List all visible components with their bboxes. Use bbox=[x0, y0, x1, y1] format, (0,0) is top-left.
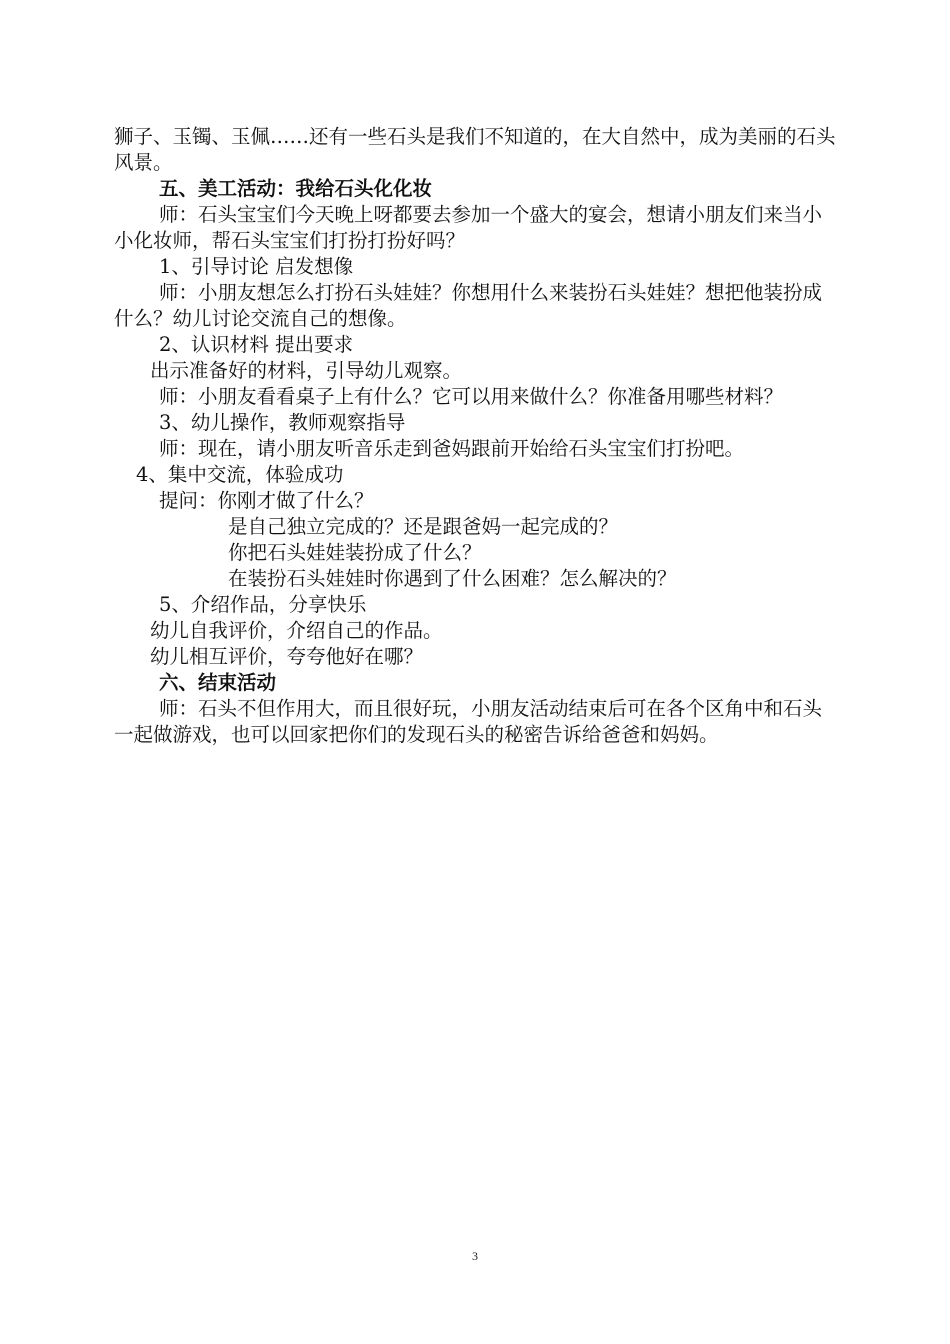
page-number: 3 bbox=[472, 1249, 478, 1263]
paragraph-closing-remarks: 师：石头不但作用大，而且很好玩，小朋友活动结束后可在各个区角中和石头一起做游戏，也可以回家把你们的发现石头的秘密告诉给爸爸和妈妈。 bbox=[114, 697, 823, 746]
paragraph-show-materials: 出示准备好的材料，引导幼儿观察。 bbox=[150, 359, 463, 382]
step-heading-1: 1、引导讨论 启发想像 bbox=[159, 255, 354, 278]
paragraph-self-evaluation: 幼儿自我评价，介绍自己的作品。 bbox=[150, 619, 443, 642]
step-heading-3: 3、幼儿操作，教师观察指导 bbox=[159, 411, 406, 434]
question-item-2: 你把石头娃娃装扮成了什么？ bbox=[228, 541, 482, 564]
paragraph-continuation: 狮子、玉镯、玉佩……还有一些石头是我们不知道的，在大自然中，成为美丽的石头风景。 bbox=[114, 125, 836, 174]
document-body bbox=[114, 124, 840, 748]
paragraph-peer-evaluation: 幼儿相互评价，夸夸他好在哪？ bbox=[150, 645, 424, 668]
paragraph-teacher-question-2: 师：小朋友看看桌子上有什么？它可以用来做什么？你准备用哪些材料？ bbox=[159, 385, 784, 408]
question-item-1: 是自己独立完成的？还是跟爸妈一起完成的？ bbox=[228, 515, 619, 538]
question-intro: 提问：你刚才做了什么？ bbox=[159, 489, 374, 512]
section-heading-closing: 六、结束活动 bbox=[159, 671, 277, 694]
step-heading-5: 5、介绍作品，分享快乐 bbox=[159, 593, 367, 616]
section-heading-art-activity: 五、美工活动：我给石头化化妆 bbox=[159, 177, 433, 200]
paragraph-teacher-question-1: 师：小朋友想怎么打扮石头娃娃？你想用什么来装扮石头娃娃？想把他装扮成什么？幼儿讨论交流自己的想像。 bbox=[114, 281, 823, 330]
paragraph-teacher-instruction: 师：现在，请小朋友听音乐走到爸妈跟前开始给石头宝宝们打扮吧。 bbox=[159, 437, 745, 460]
step-heading-4: 4、集中交流，体验成功 bbox=[136, 463, 344, 486]
step-heading-2: 2、认识材料 提出要求 bbox=[159, 333, 354, 356]
paragraph-teacher-invite: 师：石头宝宝们今天晚上呀都要去参加一个盛大的宴会，想请小朋友们来当小小化妆师，帮石头宝宝们打扮打扮好吗？ bbox=[114, 203, 823, 252]
question-item-3: 在装扮石头娃娃时你遇到了什么困难？怎么解决的？ bbox=[228, 567, 677, 590]
